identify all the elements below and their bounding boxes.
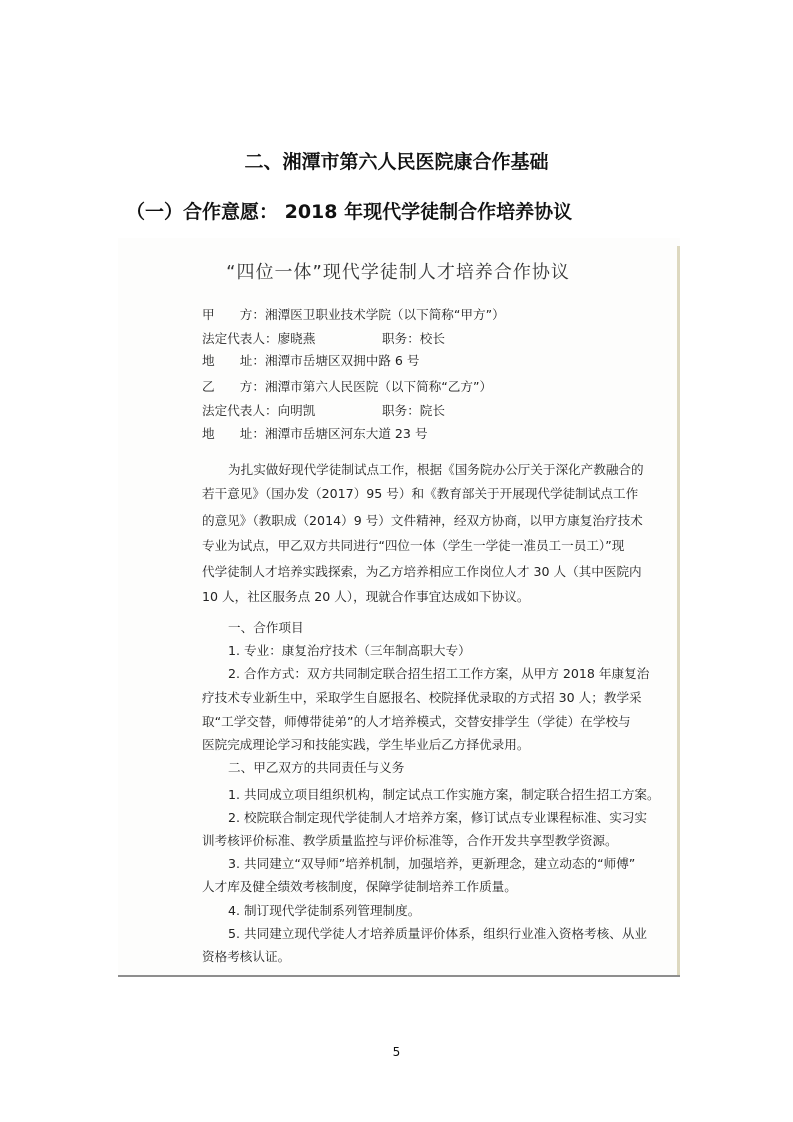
party-b-line — [202, 379, 492, 395]
agreement-line: 一、合作项目 — [228, 620, 304, 635]
party-b-addr: 湘潭市岳塘区河东大道 23 号 — [264, 426, 428, 441]
agreement-line: 训考核评价标准、教学质量监控与评价标准等，合作开发共享型教学资源。 — [202, 833, 618, 848]
party-a-post: 职务：校长 — [382, 331, 445, 346]
party-b-rep-label: 法定代表人： — [202, 403, 278, 418]
agreement-title: “四位一体”现代学徒制人才培养合作协议 — [226, 262, 570, 283]
party-b-post: 职务：院长 — [382, 403, 445, 418]
party-b-rep: 向明凯 — [277, 403, 316, 418]
agreement-line: 1. 专业：康复治疗技术（三年制高职大专） — [228, 643, 471, 658]
scan-right-border — [677, 246, 680, 975]
party-a-name: 湘潭医卫职业技术学院（以下简称“甲方”） — [264, 307, 505, 322]
agreement-line: 疗技术专业新生中，采取学生自愿报名、校院择优录取的方式招 30 人；教学采 — [202, 690, 642, 705]
agreement-line: 代学徒制人才培养实践探索，为乙方培养相应工作岗位人才 30 人（其中医院内 — [202, 564, 642, 579]
party-b-addr-label: 地 址： — [202, 426, 265, 441]
agreement-line: 的意见》（教职成（2014）9 号）文件精神，经双方协商，以甲方康复治疗技术 — [202, 513, 643, 528]
agreement-line: 人才库及健全绩效考核制度，保障学徒制培养工作质量。 — [202, 879, 517, 894]
party-a-addr-label: 地 址： — [202, 353, 265, 368]
agreement-line: 若干意见》（国办发（2017）95 号）和《教育部关于开展现代学徒制试点工作 — [202, 486, 639, 501]
party-a-rep-line — [202, 331, 672, 347]
agreement-line: 3. 共同建立“双导师”培养机制，加强培养，更新理念，建立动态的“师傅” — [228, 856, 636, 871]
agreement-line: 二、甲乙双方的共同责任与义务 — [228, 760, 405, 775]
party-a-rep-label: 法定代表人： — [202, 331, 278, 346]
agreement-line: 4. 制订现代学徒制系列管理制度。 — [228, 903, 421, 918]
party-b-label: 乙 方： — [202, 379, 265, 394]
party-a-addr: 湘潭市岳塘区双拥中路 6 号 — [264, 353, 420, 368]
agreement-line: 专业为试点，甲乙双方共同进行“四位一体（学生一学徒一准员工一员工）”现 — [202, 538, 625, 553]
agreement-line: 为扎实做好现代学徒制试点工作，根据《国务院办公厅关于深化产教融合的 — [228, 462, 644, 477]
agreement-line: 5. 共同建立现代学徒人才培养质量评价体系，组织行业准入资格考核、从业 — [228, 926, 648, 941]
agreement-line: 医院完成理论学习和技能实践，学生毕业后乙方择优录用。 — [202, 737, 530, 752]
subsection-heading: （一）合作意愿： 2018 年现代学徒制合作培养协议 — [126, 201, 573, 223]
party-a-label: 甲 方： — [202, 307, 265, 322]
party-a-line — [202, 307, 505, 323]
party-b-rep-line — [202, 403, 672, 419]
party-a-addr-line — [202, 353, 420, 369]
agreement-scan-image — [118, 238, 680, 977]
section-heading: 二、湘潭市第六人民医院康合作基础 — [244, 151, 549, 173]
agreement-line: 1. 共同成立项目组织机构，制定试点工作实施方案，制定联合招生招工方案。 — [228, 787, 660, 802]
party-b-name: 湘潭市第六人民医院（以下简称“乙方”） — [264, 379, 493, 394]
agreement-line: 2. 合作方式：双方共同制定联合招生招工工作方案，从甲方 2018 年康复治 — [228, 666, 650, 681]
party-b-addr-line — [202, 426, 428, 442]
agreement-line: 2. 校院联合制定现代学徒制人才培养方案，修订试点专业课程标准、实习实 — [228, 810, 648, 825]
page-number: 5 — [392, 1045, 401, 1059]
agreement-line: 取“工学交替，师傅带徒弟”的人才培养模式，交替安排学生（学徒）在学校与 — [202, 714, 631, 729]
agreement-line: 10 人，社区服务点 20 人），现就合作事宜达成如下协议。 — [202, 589, 530, 604]
agreement-line: 资格考核认证。 — [202, 949, 291, 964]
party-a-rep: 廖晓燕 — [277, 331, 316, 346]
